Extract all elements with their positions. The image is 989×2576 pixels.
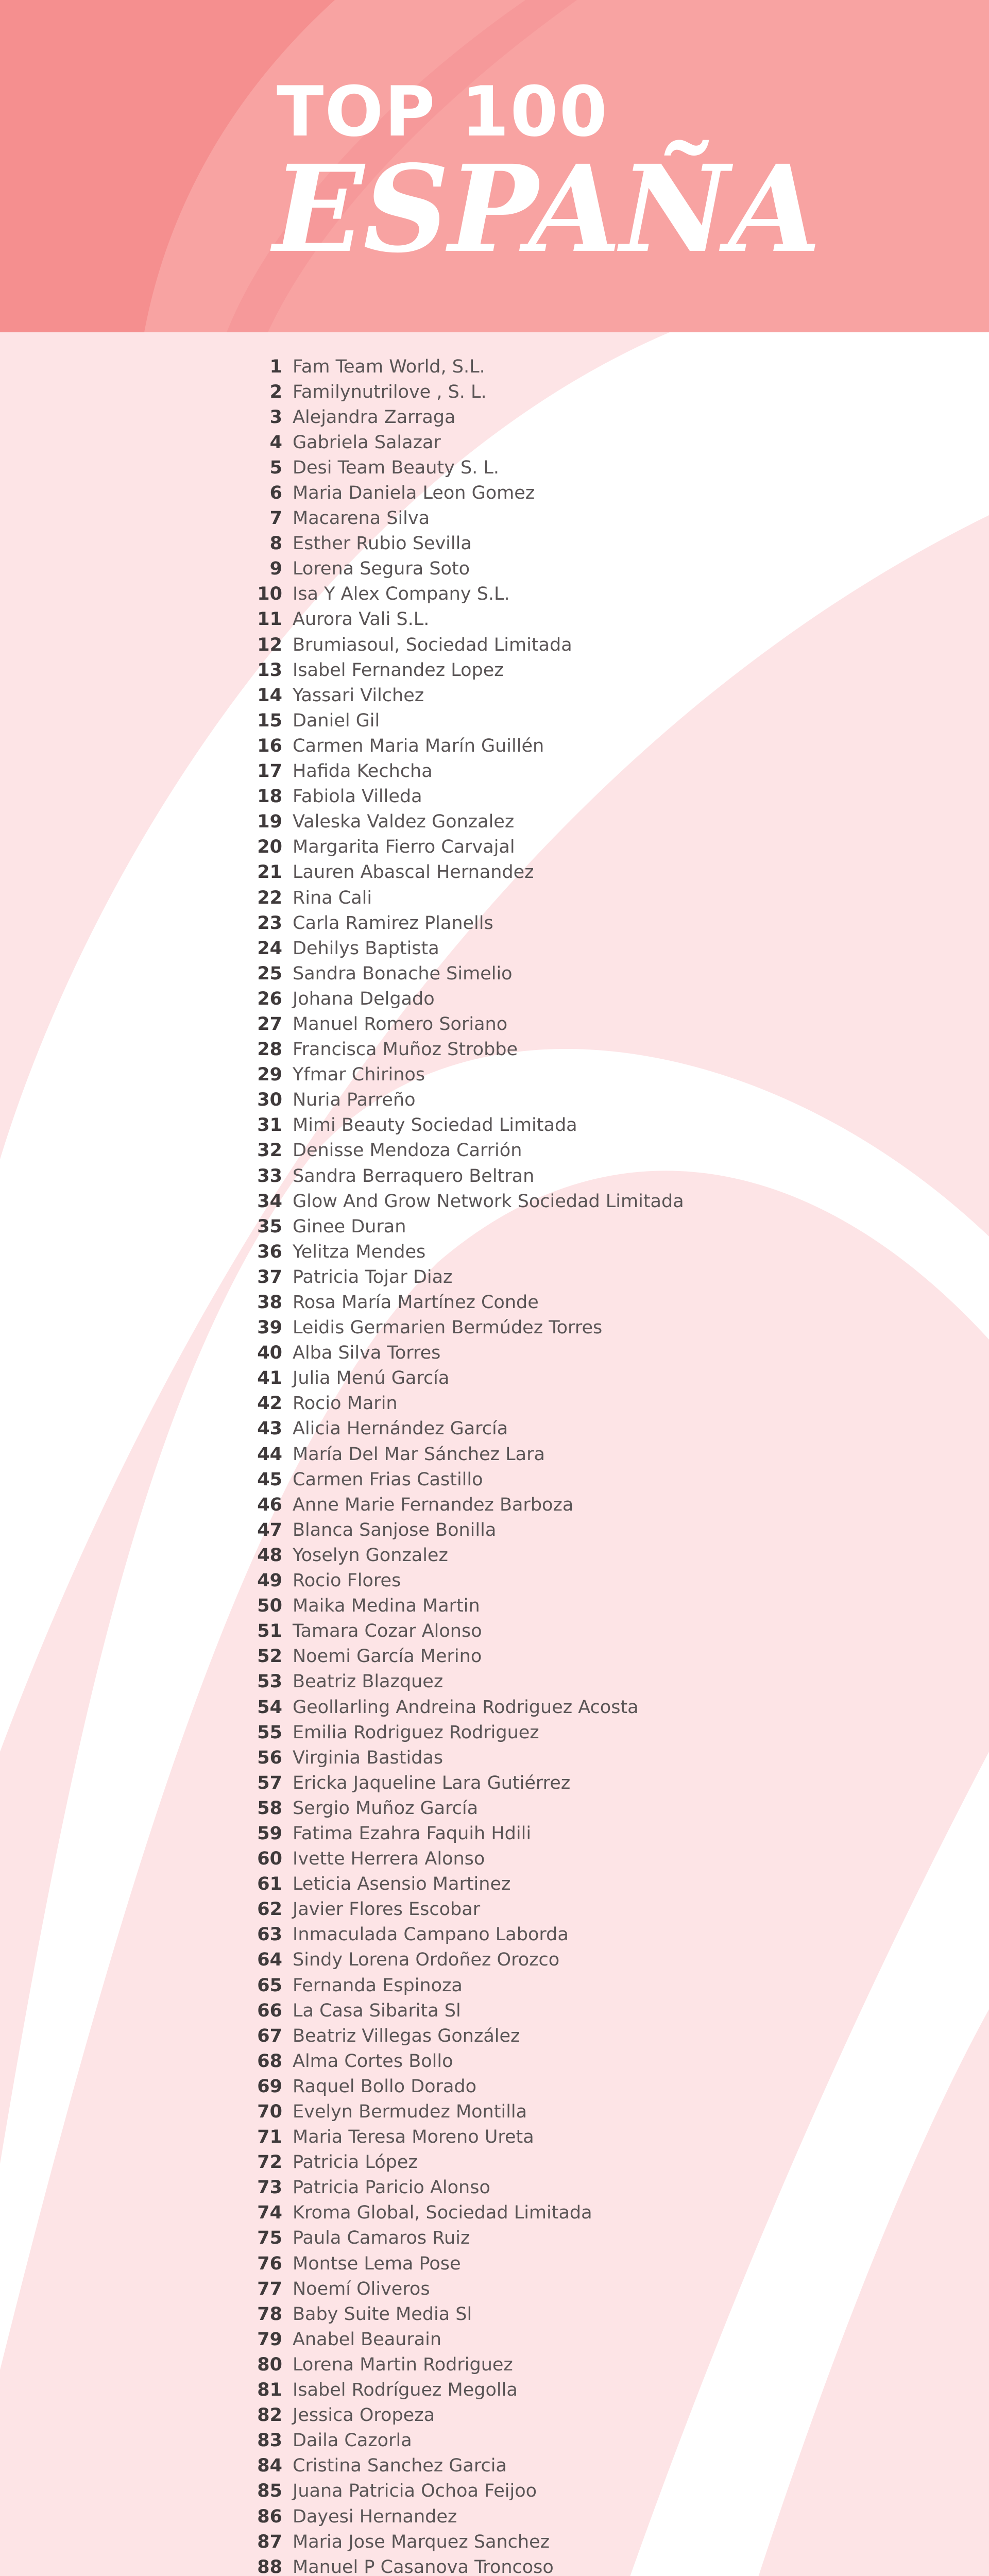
- rank-name: Carla Ramirez Planells: [293, 912, 493, 934]
- list-item: [227, 986, 684, 1011]
- ranking-list: [227, 354, 684, 2576]
- list-item: [227, 2276, 684, 2301]
- rank-number: 74: [257, 2202, 282, 2224]
- rank-number: 8: [269, 533, 282, 554]
- rank-name: Lorena Segura Soto: [293, 558, 470, 580]
- list-item: [227, 2428, 684, 2453]
- rank-name: Yoselyn Gonzalez: [293, 1545, 448, 1566]
- rank-number: 37: [257, 1266, 282, 1287]
- rank-number: 69: [257, 2076, 282, 2097]
- rank-name: Macarena Silva: [293, 508, 430, 529]
- rank-number: 47: [257, 1519, 282, 1540]
- list-item: [227, 1568, 684, 1594]
- rank-number: 19: [257, 811, 282, 833]
- list-item: [227, 809, 684, 835]
- rank-name: Maika Medina Martin: [293, 1596, 480, 1617]
- list-item: [227, 1037, 684, 1062]
- list-item: [227, 1189, 684, 1214]
- rank-name: Alicia Hernández García: [293, 1418, 508, 1439]
- rank-name: Cristina Sanchez Garcia: [293, 2455, 507, 2477]
- list-item: [227, 1644, 684, 1669]
- rank-name: Isabel Rodríguez Megolla: [293, 2380, 518, 2401]
- rank-number: 84: [257, 2455, 282, 2477]
- list-item: [227, 1770, 684, 1795]
- list-item: [227, 1922, 684, 1947]
- list-item: [227, 607, 684, 632]
- list-item: [227, 379, 684, 404]
- list-item: [227, 1239, 684, 1264]
- rank-name: Isabel Fernandez Lopez: [293, 659, 504, 681]
- list-item: [227, 936, 684, 961]
- rank-number: 6: [269, 483, 282, 504]
- rank-name: Esther Rubio Sevilla: [293, 533, 472, 554]
- list-item: [227, 455, 684, 480]
- rank-number: 52: [257, 1646, 282, 1667]
- list-item: [227, 2554, 684, 2576]
- rank-number: 9: [269, 558, 282, 580]
- rank-number: 13: [257, 659, 282, 681]
- rank-number: 58: [257, 1798, 282, 1819]
- list-item: [227, 2378, 684, 2403]
- list-item: [227, 910, 684, 936]
- rank-number: 44: [257, 1444, 282, 1465]
- rank-number: 83: [257, 2430, 282, 2451]
- rank-name: Manuel Romero Soriano: [293, 1013, 508, 1035]
- rank-name: Lauren Abascal Hernandez: [293, 862, 534, 883]
- rank-number: 33: [257, 1165, 282, 1187]
- rank-name: Paula Camaros Ruiz: [293, 2228, 470, 2249]
- list-item: [227, 1517, 684, 1543]
- list-item: [227, 582, 684, 607]
- rank-name: Tamara Cozar Alonso: [293, 1621, 482, 1642]
- rank-number: 64: [257, 1950, 282, 1971]
- rank-name: Jessica Oropeza: [293, 2405, 435, 2426]
- list-item: [227, 1442, 684, 1467]
- rank-number: 25: [257, 963, 282, 984]
- rank-number: 29: [257, 1064, 282, 1086]
- rank-name: Fabiola Villeda: [293, 786, 422, 807]
- list-item: [227, 1214, 684, 1239]
- list-item: [227, 2529, 684, 2554]
- rank-number: 70: [257, 2102, 282, 2123]
- list-item: [227, 1594, 684, 1619]
- rank-name: Familynutrilove , S. L.: [293, 381, 487, 402]
- rank-name: Carmen Maria Marín Guillén: [293, 735, 544, 756]
- list-item: [227, 2352, 684, 2377]
- rank-name: Maria Teresa Moreno Ureta: [293, 2127, 534, 2148]
- rank-number: 3: [269, 406, 282, 428]
- rank-number: 21: [257, 862, 282, 883]
- list-item: [227, 2023, 684, 2048]
- rank-number: 80: [257, 2354, 282, 2375]
- rank-number: 5: [269, 457, 282, 478]
- rank-number: 62: [257, 1899, 282, 1920]
- rank-name: Yassari Vilchez: [293, 685, 424, 706]
- list-item: [227, 885, 684, 910]
- page-title: ESPAÑA: [273, 139, 821, 279]
- rank-name: Noemi García Merino: [293, 1646, 482, 1667]
- list-item: [227, 683, 684, 708]
- rank-number: 7: [269, 508, 282, 529]
- rank-number: 60: [257, 1849, 282, 1870]
- rank-number: 82: [257, 2405, 282, 2426]
- rank-number: 59: [257, 1823, 282, 1844]
- rank-number: 50: [257, 1596, 282, 1617]
- rank-number: 31: [257, 1115, 282, 1136]
- rank-name: Sandra Berraquero Beltran: [293, 1165, 535, 1187]
- list-item: [227, 2048, 684, 2074]
- list-item: [227, 1163, 684, 1189]
- list-item: [227, 784, 684, 809]
- list-item: [227, 2175, 684, 2200]
- list-item: [227, 2504, 684, 2529]
- rank-name: Maria Daniela Leon Gomez: [293, 483, 535, 504]
- header-banner: [0, 0, 989, 332]
- rank-name: Beatriz Villegas González: [293, 2025, 520, 2046]
- list-item: [227, 1492, 684, 1517]
- list-item: [227, 2150, 684, 2175]
- rank-number: 38: [257, 1292, 282, 1313]
- list-item: [227, 1416, 684, 1442]
- rank-number: 67: [257, 2025, 282, 2046]
- list-item: [227, 1011, 684, 1037]
- list-item: [227, 1341, 684, 1366]
- rank-name: Sindy Lorena Ordoñez Orozco: [293, 1950, 560, 1971]
- rank-number: 42: [257, 1393, 282, 1414]
- list-item: [227, 1973, 684, 1998]
- rank-number: 79: [257, 2329, 282, 2350]
- rank-number: 72: [257, 2152, 282, 2173]
- rank-number: 86: [257, 2506, 282, 2527]
- rank-number: 34: [257, 1191, 282, 1212]
- rank-number: 32: [257, 1140, 282, 1161]
- rank-number: 23: [257, 912, 282, 934]
- rank-name: Lorena Martin Rodriguez: [293, 2354, 513, 2375]
- rank-number: 53: [257, 1671, 282, 1692]
- rank-number: 76: [257, 2253, 282, 2274]
- rank-name: Anne Marie Fernandez Barboza: [293, 1494, 574, 1515]
- list-item: [227, 1998, 684, 2023]
- rank-name: Valeska Valdez Gonzalez: [293, 811, 515, 833]
- rank-name: María Del Mar Sánchez Lara: [293, 1444, 545, 1465]
- list-item: [227, 1391, 684, 1416]
- rank-name: Fam Team World, S.L.: [293, 356, 485, 377]
- rank-number: 10: [257, 584, 282, 605]
- list-item: [227, 2327, 684, 2352]
- rank-name: Ginee Duran: [293, 1216, 406, 1237]
- rank-number: 18: [257, 786, 282, 807]
- list-item: [227, 2099, 684, 2124]
- rank-number: 4: [269, 432, 282, 453]
- list-item: [227, 2479, 684, 2504]
- rank-name: Alba Silva Torres: [293, 1343, 441, 1364]
- rank-name: Daila Cazorla: [293, 2430, 412, 2451]
- rank-number: 85: [257, 2481, 282, 2502]
- rank-number: 24: [257, 938, 282, 959]
- rank-number: 61: [257, 1874, 282, 1895]
- list-item: [227, 1872, 684, 1897]
- rank-number: 88: [257, 2556, 282, 2576]
- list-item: [227, 1138, 684, 1163]
- rank-name: Aurora Vali S.L.: [293, 609, 430, 630]
- rank-name: Desi Team Beauty S. L.: [293, 457, 500, 478]
- rank-number: 87: [257, 2531, 282, 2552]
- list-item: [227, 1113, 684, 1138]
- list-item: [227, 1619, 684, 1644]
- rank-name: Dehilys Baptista: [293, 938, 439, 959]
- list-item: [227, 1694, 684, 1720]
- rank-name: Rocio Marin: [293, 1393, 398, 1414]
- rank-number: 71: [257, 2127, 282, 2148]
- rank-number: 12: [257, 634, 282, 655]
- rank-number: 51: [257, 1621, 282, 1642]
- list-item: [227, 354, 684, 379]
- rank-number: 14: [257, 685, 282, 706]
- rank-name: Raquel Bollo Dorado: [293, 2076, 477, 2097]
- rank-name: Virginia Bastidas: [293, 1747, 444, 1768]
- rank-name: Leticia Asensio Martinez: [293, 1874, 511, 1895]
- rank-name: Julia Menú García: [293, 1368, 450, 1389]
- rank-name: Margarita Fierro Carvajal: [293, 837, 515, 858]
- rank-name: Baby Suite Media Sl: [293, 2303, 472, 2325]
- list-item: [227, 1897, 684, 1922]
- rank-name: Denisse Mendoza Carrión: [293, 1140, 522, 1161]
- list-item: [227, 1947, 684, 1973]
- rank-name: Patricia Paricio Alonso: [293, 2177, 490, 2198]
- rank-number: 77: [257, 2278, 282, 2299]
- list-item: [227, 531, 684, 556]
- rank-number: 73: [257, 2177, 282, 2198]
- rank-number: 17: [257, 761, 282, 782]
- list-item: [227, 430, 684, 455]
- list-item: [227, 835, 684, 860]
- rank-name: Noemí Oliveros: [293, 2278, 430, 2299]
- rank-name: Sandra Bonache Simelio: [293, 963, 513, 984]
- rank-name: Patricia López: [293, 2152, 418, 2173]
- list-item: [227, 2200, 684, 2226]
- rank-name: Evelyn Bermudez Montilla: [293, 2102, 527, 2123]
- rank-number: 1: [269, 356, 282, 377]
- rank-number: 28: [257, 1039, 282, 1060]
- rank-name: Mimi Beauty Sociedad Limitada: [293, 1115, 577, 1136]
- rank-number: 68: [257, 2050, 282, 2072]
- rank-name: Ivette Herrera Alonso: [293, 1849, 485, 1870]
- rank-number: 49: [257, 1570, 282, 1591]
- rank-name: Blanca Sanjose Bonilla: [293, 1519, 497, 1540]
- rank-number: 54: [257, 1697, 282, 1718]
- list-item: [227, 1467, 684, 1492]
- rank-number: 66: [257, 2000, 282, 2021]
- list-item: [227, 632, 684, 657]
- rank-name: Francisca Muñoz Strobbe: [293, 1039, 518, 1060]
- rank-number: 48: [257, 1545, 282, 1566]
- rank-name: Hafida Kechcha: [293, 761, 433, 782]
- list-item: [227, 2226, 684, 2251]
- rank-number: 81: [257, 2380, 282, 2401]
- rank-name: Montse Lema Pose: [293, 2253, 461, 2274]
- list-item: [227, 556, 684, 582]
- rank-number: 35: [257, 1216, 282, 1237]
- list-item: [227, 2301, 684, 2327]
- list-item: [227, 404, 684, 430]
- list-item: [227, 2403, 684, 2428]
- rank-number: 75: [257, 2228, 282, 2249]
- list-item: [227, 1543, 684, 1568]
- rank-name: Gabriela Salazar: [293, 432, 441, 453]
- rank-name: Geollarling Andreina Rodriguez Acosta: [293, 1697, 639, 1718]
- rank-name: La Casa Sibarita Sl: [293, 2000, 461, 2021]
- rank-number: 36: [257, 1241, 282, 1262]
- rank-name: Dayesi Hernandez: [293, 2506, 457, 2527]
- rank-name: Patricia Tojar Diaz: [293, 1266, 453, 1287]
- rank-name: Yelitza Mendes: [293, 1241, 426, 1262]
- list-item: [227, 1720, 684, 1745]
- rank-number: 41: [257, 1368, 282, 1389]
- list-item: [227, 1366, 684, 1391]
- rank-number: 39: [257, 1317, 282, 1338]
- rank-name: Rina Cali: [293, 887, 372, 908]
- list-item: [227, 708, 684, 733]
- rank-name: Johana Delgado: [293, 988, 435, 1009]
- rank-name: Fernanda Espinoza: [293, 1975, 463, 1996]
- rank-number: 15: [257, 710, 282, 731]
- rank-name: Glow And Grow Network Sociedad Limitada: [293, 1191, 684, 1212]
- list-item: [227, 506, 684, 531]
- rank-number: 11: [257, 609, 282, 630]
- rank-number: 45: [257, 1469, 282, 1490]
- rank-name: Leidis Germarien Bermúdez Torres: [293, 1317, 603, 1338]
- list-item: [227, 860, 684, 885]
- rank-name: Javier Flores Escobar: [293, 1899, 481, 1920]
- rank-number: 55: [257, 1722, 282, 1743]
- list-item: [227, 2453, 684, 2479]
- rank-number: 26: [257, 988, 282, 1009]
- list-item: [227, 1315, 684, 1341]
- rank-number: 20: [257, 837, 282, 858]
- list-item: [227, 733, 684, 758]
- rank-name: Kroma Global, Sociedad Limitada: [293, 2202, 592, 2224]
- rank-number: 56: [257, 1747, 282, 1768]
- list-item: [227, 1821, 684, 1846]
- list-item: [227, 1088, 684, 1113]
- rank-number: 65: [257, 1975, 282, 1996]
- rank-name: Beatriz Blazquez: [293, 1671, 444, 1692]
- rank-name: Carmen Frias Castillo: [293, 1469, 483, 1490]
- rank-number: 43: [257, 1418, 282, 1439]
- rank-name: Juana Patricia Ochoa Feijoo: [293, 2481, 537, 2502]
- list-item: [227, 2074, 684, 2099]
- list-item: [227, 657, 684, 683]
- rank-name: Sergio Muñoz García: [293, 1798, 479, 1819]
- list-item: [227, 759, 684, 784]
- rank-name: Inmaculada Campano Laborda: [293, 1924, 569, 1945]
- rank-number: 63: [257, 1924, 282, 1945]
- rank-name: Alejandra Zarraga: [293, 406, 456, 428]
- rank-name: Alma Cortes Bollo: [293, 2050, 453, 2072]
- list-item: [227, 480, 684, 505]
- rank-name: Nuria Parreño: [293, 1090, 416, 1111]
- rank-number: 22: [257, 887, 282, 908]
- rank-number: 30: [257, 1090, 282, 1111]
- rank-number: 40: [257, 1343, 282, 1364]
- rank-name: Rosa María Martínez Conde: [293, 1292, 539, 1313]
- rank-number: 78: [257, 2303, 282, 2325]
- rank-name: Fatima Ezahra Faquih Hdili: [293, 1823, 532, 1844]
- rank-name: Yfmar Chirinos: [293, 1064, 425, 1086]
- rank-name: Daniel Gil: [293, 710, 380, 731]
- list-item: [227, 1264, 684, 1290]
- list-item: [227, 1745, 684, 1770]
- list-item: [227, 1795, 684, 1821]
- list-item: [227, 1062, 684, 1088]
- rank-name: Isa Y Alex Company S.L.: [293, 584, 510, 605]
- rank-number: 27: [257, 1013, 282, 1035]
- list-item: [227, 2251, 684, 2276]
- rank-name: Rocio Flores: [293, 1570, 401, 1591]
- list-item: [227, 961, 684, 986]
- list-item: [227, 1669, 684, 1694]
- title-top: TOP 100: [277, 72, 608, 152]
- rank-number: 16: [257, 735, 282, 756]
- rank-name: Anabel Beaurain: [293, 2329, 442, 2350]
- rank-number: 57: [257, 1772, 282, 1793]
- rank-number: 46: [257, 1494, 282, 1515]
- list-item: [227, 1290, 684, 1315]
- rank-number: 2: [269, 381, 282, 402]
- rank-name: Manuel P Casanova Troncoso: [293, 2556, 554, 2576]
- rank-name: Emilia Rodriguez Rodriguez: [293, 1722, 539, 1743]
- rank-name: Maria Jose Marquez Sanchez: [293, 2531, 550, 2552]
- rank-name: Brumiasoul, Sociedad Limitada: [293, 634, 572, 655]
- list-item: [227, 1846, 684, 1872]
- list-item: [227, 2125, 684, 2150]
- rank-name: Ericka Jaqueline Lara Gutiérrez: [293, 1772, 571, 1793]
